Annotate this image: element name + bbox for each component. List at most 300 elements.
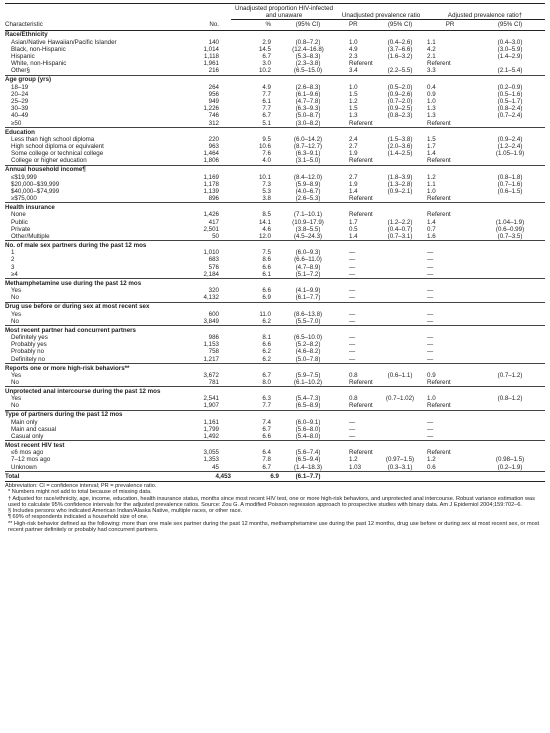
table-cell: — (349, 341, 356, 349)
footnote: Abbreviation: CI = confidence interval; PR = prevalence ratio. (5, 482, 157, 489)
table-cell: (6.5–9.4) (295, 456, 321, 464)
table-row (5, 456, 545, 463)
table-cell: (2.0–3.6) (387, 143, 413, 151)
table-cell: Definitely no (11, 355, 46, 363)
table-cell: (4.7–7.8) (295, 98, 321, 106)
table-cell: Main only (11, 418, 38, 426)
table-cell: 1,161 (203, 418, 219, 426)
table-cell: 4.6 (262, 225, 271, 233)
table-cell: (0.9–2.1) (387, 188, 413, 196)
table-cell: Referent (349, 157, 373, 165)
header-ci-unadjusted: (95% CI) (375, 20, 425, 30)
table-cell: (2.6–5.3) (295, 195, 321, 203)
table-cell: (0.8–2.3) (387, 112, 413, 120)
table-cell: (0.7–1.02) (385, 395, 415, 403)
table-cell (375, 294, 425, 302)
table-cell: — (349, 294, 356, 302)
table-cell: 7.7 (262, 105, 271, 113)
table-cell: 781 (208, 378, 219, 386)
table-cell: (5.0–8.7) (295, 112, 321, 120)
table-cell: (3.8–5.5) (295, 225, 321, 233)
table-cell: (0.7–1.6) (497, 180, 523, 188)
table-cell: 1.3 (427, 112, 436, 120)
table-cell: (0.9–2.5) (387, 105, 413, 113)
table-cell: (0.5–1.6) (497, 90, 523, 98)
table-cell: (0.7–3.1) (387, 233, 413, 241)
table-cell: 1.1 (427, 38, 436, 46)
table-cell: 2,184 (203, 270, 219, 278)
table-cell (475, 419, 545, 426)
table-cell: (4.1–9.9) (295, 287, 321, 295)
table-cell (375, 348, 425, 355)
table-row (5, 84, 545, 91)
data-table (5, 3, 545, 482)
table-cell: 7.4 (262, 418, 271, 426)
table-cell: (3.0–8.2) (295, 119, 321, 127)
table-cell: (1.05–1.9) (495, 150, 525, 158)
table-cell: 1,961 (203, 60, 219, 68)
table-cell: 216 (208, 67, 219, 75)
table-cell: 6.7 (262, 425, 271, 433)
table-cell: 11.0 (259, 310, 271, 318)
table-row (5, 143, 545, 150)
table-cell: 14.5 (258, 45, 271, 53)
table-cell (475, 256, 545, 263)
table-cell: (0.8–2.4) (497, 105, 523, 113)
table-row (5, 249, 545, 256)
section-header (5, 241, 545, 250)
table-cell: — (427, 256, 434, 264)
table-cell: (5.6–8.0) (295, 425, 321, 433)
table-cell (375, 341, 425, 348)
table-row (5, 181, 545, 188)
table-cell (475, 402, 545, 410)
header-no: No. (173, 20, 231, 30)
table-cell: 0.5 (349, 225, 358, 233)
table-cell: (1.4–2.5) (387, 150, 413, 158)
table-cell: 0.8 (349, 371, 358, 379)
header-pr: PR (337, 20, 375, 30)
table-cell: (5.9–8.9) (295, 180, 321, 188)
table-cell: White, non-Hispanic (11, 60, 67, 68)
table-cell: 5.1 (262, 119, 271, 127)
table-cell: (0.8–7.2) (295, 38, 321, 46)
table-cell: (0.4–2.6) (387, 38, 413, 46)
table-cell: 1 (11, 249, 15, 257)
table-cell: 30–39 (11, 105, 29, 113)
table-cell: 140 (208, 38, 219, 46)
table-cell: Referent (427, 195, 451, 203)
table-cell: — (349, 249, 356, 257)
table-cell (375, 318, 425, 326)
table-cell: 1.9 (349, 180, 358, 188)
table-cell: 600 (208, 310, 219, 318)
table-cell: (10.9–17.9) (292, 218, 324, 226)
table-cell: 1.0 (427, 188, 436, 196)
table-row (5, 195, 545, 203)
table-row (5, 233, 545, 241)
table-cell: 2,541 (203, 395, 219, 403)
table-cell: — (427, 310, 434, 318)
table-cell: (5.3–8.3) (295, 53, 321, 61)
table-cell: 2.9 (262, 38, 271, 46)
table-cell (375, 249, 425, 256)
table-cell (375, 334, 425, 341)
table-row (5, 356, 545, 364)
table-cell: 1,217 (203, 355, 219, 363)
table-cell: No (11, 402, 19, 410)
footnote: ¶ 69% of respondents indicated a household size of one. (8, 514, 149, 521)
table-cell: 6.2 (262, 355, 271, 363)
table-cell: 5.3 (262, 188, 271, 196)
table-row (5, 271, 545, 279)
table-cell: No (11, 378, 19, 386)
table-cell: (12.4–16.8) (292, 45, 324, 53)
section-title: Most recent partner had concurrent partners (5, 326, 136, 334)
table-cell: 4.9 (349, 45, 358, 53)
table-cell: (1.2–2.2) (387, 218, 413, 226)
table-cell: 4.0 (262, 157, 271, 165)
table-cell: — (427, 294, 434, 302)
section-header (5, 165, 545, 174)
table-cell: High school diploma or equivalent (11, 143, 104, 151)
table-cell: — (349, 263, 356, 271)
table-cell (375, 402, 425, 410)
section-header (5, 363, 545, 372)
table-cell: $20,000–$39,999 (11, 180, 60, 188)
table-cell: Main and casual (11, 425, 57, 433)
table-cell: Referent (349, 449, 373, 457)
table-cell: (0.4–3.0) (497, 38, 523, 46)
table-cell (475, 449, 545, 456)
header-group-adjusted-pr: Adjusted prevalence ratio† (425, 4, 545, 20)
table-cell: (1.6–3.2) (387, 53, 413, 61)
table-cell: Referent (349, 211, 373, 219)
table-cell: Probably yes (11, 341, 47, 349)
table-cell: 1.2 (349, 98, 358, 106)
table-cell: 1.5 (349, 90, 358, 98)
table-cell: Referent (427, 157, 451, 165)
table-cell: (1.3–2.8) (387, 180, 413, 188)
table-cell: (0.5–1.7) (497, 98, 523, 106)
section-header (5, 127, 545, 136)
table-cell: 8.1 (262, 333, 271, 341)
table-cell: 576 (208, 263, 219, 271)
table-cell: 10.6 (258, 143, 271, 151)
table-cell: ≥50 (11, 119, 22, 127)
total-cell: 6.9 (231, 471, 279, 481)
table-cell: — (427, 249, 434, 257)
table-cell (475, 271, 545, 279)
table-cell (475, 287, 545, 294)
table-cell: 1,010 (203, 249, 219, 257)
table-cell: 6.1 (262, 98, 271, 106)
table-cell: ≤6 mos ago (11, 449, 44, 457)
table-cell: (6.6–11.0) (294, 256, 322, 264)
table-row (5, 39, 545, 46)
table-cell: 2.1 (427, 53, 436, 61)
table-cell: (7.1–10.1) (293, 211, 323, 219)
table-cell: 6.6 (262, 341, 271, 349)
table-cell: — (427, 333, 434, 341)
table-row (5, 150, 545, 157)
table-cell: 6.6 (262, 263, 271, 271)
table-cell: ≥4 (11, 270, 18, 278)
table-cell: 10.1 (258, 173, 271, 181)
table-cell: (0.9–2.4) (497, 135, 523, 143)
table-row (5, 395, 545, 402)
table-cell: 2.4 (349, 135, 358, 143)
table-row (5, 379, 545, 387)
table-cell: Referent (427, 119, 451, 127)
table-row (5, 419, 545, 426)
table-cell: 6.6 (262, 287, 271, 295)
table-cell: 4.2 (427, 45, 436, 53)
table-cell: 3,849 (203, 317, 219, 325)
section-header (5, 203, 545, 212)
section-title: Health insurance (5, 204, 55, 212)
table-cell (475, 334, 545, 341)
table-cell: 1.0 (427, 395, 436, 403)
table-cell: (0.6–1.1) (387, 371, 413, 379)
table-cell: (0.9–2.6) (387, 90, 413, 98)
table-body (5, 30, 545, 481)
table-cell: (5.9–7.5) (295, 371, 321, 379)
table-row (5, 341, 545, 348)
table-cell: 3.8 (262, 195, 271, 203)
table-cell: 7.8 (262, 456, 271, 464)
table-row (5, 174, 545, 181)
table-cell (475, 341, 545, 348)
table-cell: (4.6–8.2) (295, 348, 321, 356)
table-cell: 6.2 (262, 317, 271, 325)
table-cell: Asian/Native Hawaiian/Pacific Islander (11, 38, 117, 46)
table-cell: (6.0–14.2) (293, 135, 323, 143)
table-cell: 1.9 (349, 150, 358, 158)
table-cell: 1.5 (349, 105, 358, 113)
table-cell: 1,464 (203, 150, 219, 158)
table-cell: Referent (349, 402, 373, 410)
table-cell: 956 (208, 90, 219, 98)
table-cell: 312 (208, 119, 219, 127)
table-cell: — (427, 287, 434, 295)
table-cell: 8.5 (262, 211, 271, 219)
table-cell: 1,014 (203, 45, 219, 53)
table-cell: (6.3–9.3) (295, 105, 321, 113)
table-cell: — (349, 256, 356, 264)
table-cell: 963 (208, 143, 219, 151)
table-cell: (1.4–18.3) (293, 463, 323, 471)
table-cell: — (427, 348, 434, 356)
table-page (5, 0, 545, 533)
table-cell: — (427, 270, 434, 278)
table-cell: (0.7–2.0) (387, 98, 413, 106)
header-pr-adjusted: PR (425, 20, 475, 30)
table-cell (475, 211, 545, 218)
table-cell: — (349, 348, 356, 356)
table-cell: 1,118 (203, 53, 219, 61)
table-cell: 3,055 (203, 449, 219, 457)
table-row (5, 264, 545, 271)
table-cell: 320 (208, 287, 219, 295)
table-cell: 1,799 (203, 425, 219, 433)
table-cell: 1.0 (427, 98, 436, 106)
table-cell: (1.5–3.8) (387, 135, 413, 143)
section-header (5, 302, 545, 311)
table-row (5, 226, 545, 233)
table-cell: — (349, 425, 356, 433)
table-cell: (1.2–2.4) (497, 143, 523, 151)
section-title: Annual household income¶ (5, 166, 86, 174)
table-cell: Other§ (11, 67, 30, 75)
table-row (5, 120, 545, 128)
table-cell: (0.4–0.7) (387, 225, 413, 233)
table-cell: 3,672 (203, 371, 219, 379)
table-cell: 1,226 (203, 105, 219, 113)
table-cell: Private (11, 225, 31, 233)
table-cell: 0.9 (427, 371, 436, 379)
table-cell (475, 426, 545, 433)
table-cell: 1,139 (203, 188, 219, 196)
table-cell: 7.7 (262, 90, 271, 98)
table-cell: — (349, 355, 356, 363)
total-cell (475, 471, 545, 481)
table-cell: 1.7 (349, 218, 358, 226)
table-cell: 1.2 (427, 456, 436, 464)
section-title: Education (5, 128, 35, 136)
table-cell: 6.7 (262, 53, 271, 61)
section-header (5, 279, 545, 288)
table-cell: 1.03 (349, 463, 362, 471)
table-cell: Some college or technical college (11, 150, 104, 158)
section-title: Reports one or more high-risk behaviors** (5, 364, 130, 372)
table-cell (375, 195, 425, 203)
table-cell: 1,353 (203, 456, 219, 464)
table-cell: 14.1 (258, 218, 271, 226)
table-cell (475, 249, 545, 256)
total-cell (337, 471, 375, 481)
table-cell: Less than high school diploma (11, 135, 95, 143)
table-cell: 2.7 (349, 173, 358, 181)
table-cell: 40–49 (11, 112, 29, 120)
table-cell: (2.1–5.4) (497, 67, 523, 75)
table-cell: 2.3 (349, 53, 358, 61)
table-cell: 758 (208, 348, 219, 356)
table-cell: — (349, 317, 356, 325)
section-header (5, 441, 545, 450)
table-cell (375, 426, 425, 433)
table-cell (375, 287, 425, 294)
table-cell: 1.3 (349, 112, 358, 120)
table-cell: 7.6 (262, 150, 271, 158)
table-cell: 6.9 (262, 294, 271, 302)
table-cell: Referent (427, 378, 451, 386)
table-cell: 2.7 (349, 143, 358, 151)
table-cell: (4.0–6.7) (295, 188, 321, 196)
table-row (5, 219, 545, 226)
table-cell (375, 120, 425, 128)
table-cell (475, 311, 545, 318)
table-cell: 1.4 (349, 233, 358, 241)
table-cell: 4,132 (203, 294, 219, 302)
table-cell: 1.1 (427, 180, 436, 188)
table-cell: 8.0 (262, 378, 271, 386)
table-row (5, 136, 545, 143)
table-row (5, 402, 545, 410)
table-cell: (0.2–0.9) (497, 83, 523, 91)
table-cell: 2,501 (203, 225, 219, 233)
table-cell: Referent (349, 195, 373, 203)
table-cell: 18–19 (11, 83, 29, 91)
table-cell: 986 (208, 333, 219, 341)
table-cell: 6.6 (262, 432, 271, 440)
table-row (5, 105, 545, 112)
table-cell (375, 379, 425, 387)
table-cell: (5.0–7.8) (295, 355, 321, 363)
table-cell: 6.7 (262, 463, 271, 471)
table-cell: Other/Multiple (11, 233, 50, 241)
table-cell: (6.5–8.9) (295, 402, 321, 410)
table-cell: (8.6–13.8) (293, 310, 323, 318)
table-cell: (3.0–5.9) (497, 45, 523, 53)
section-header (5, 387, 545, 396)
table-cell: 1.7 (427, 143, 436, 151)
table-cell: 7.7 (262, 402, 271, 410)
table-cell: — (349, 333, 356, 341)
section-title: Drug use before or during sex at most recent sex (5, 303, 150, 311)
table-cell: 9.5 (262, 135, 271, 143)
table-cell: (6.1–7.7) (295, 294, 321, 302)
table-cell (475, 60, 545, 67)
table-cell (375, 419, 425, 426)
table-cell: (5.6–7.4) (295, 449, 321, 457)
table-cell: (6.0–9.1) (295, 418, 321, 426)
header-ci-adjusted: (95% CI) (475, 20, 545, 30)
table-cell: 1.5 (427, 135, 436, 143)
header-column-row (5, 20, 545, 30)
table-cell: Black, non-Hispanic (11, 45, 66, 53)
table-row (5, 372, 545, 379)
table-cell: — (349, 418, 356, 426)
table-cell (475, 264, 545, 271)
table-row (5, 449, 545, 456)
footnote: * Numbers might not add to total because of missing data. (8, 489, 152, 496)
table-cell: (5.5–7.0) (295, 317, 321, 325)
table-cell: (0.7–2.4) (497, 112, 523, 120)
table-cell: 6.7 (262, 112, 271, 120)
table-cell: (5.4–8.0) (295, 432, 321, 440)
table-cell: 2 (11, 256, 15, 264)
table-cell: — (349, 310, 356, 318)
table-cell: 264 (208, 83, 219, 91)
table-cell: Public (11, 218, 28, 226)
table-cell: (0.7–3.5) (497, 233, 523, 241)
table-cell: 1,153 (203, 341, 219, 349)
table-cell: (6.1–9.6) (295, 90, 321, 98)
table-cell: — (427, 341, 434, 349)
table-cell: 1,806 (203, 157, 219, 165)
table-row (5, 211, 545, 218)
table-cell: 746 (208, 112, 219, 120)
table-cell: Referent (427, 60, 451, 68)
table-cell: Casual only (11, 432, 44, 440)
table-cell: 1,907 (203, 402, 219, 410)
table-cell: Referent (427, 402, 451, 410)
table-cell: (0.6–0.99) (495, 225, 525, 233)
table-cell: 7.3 (262, 180, 271, 188)
table-cell: 1.4 (427, 218, 436, 226)
table-cell: (0.8–1.8) (497, 173, 523, 181)
